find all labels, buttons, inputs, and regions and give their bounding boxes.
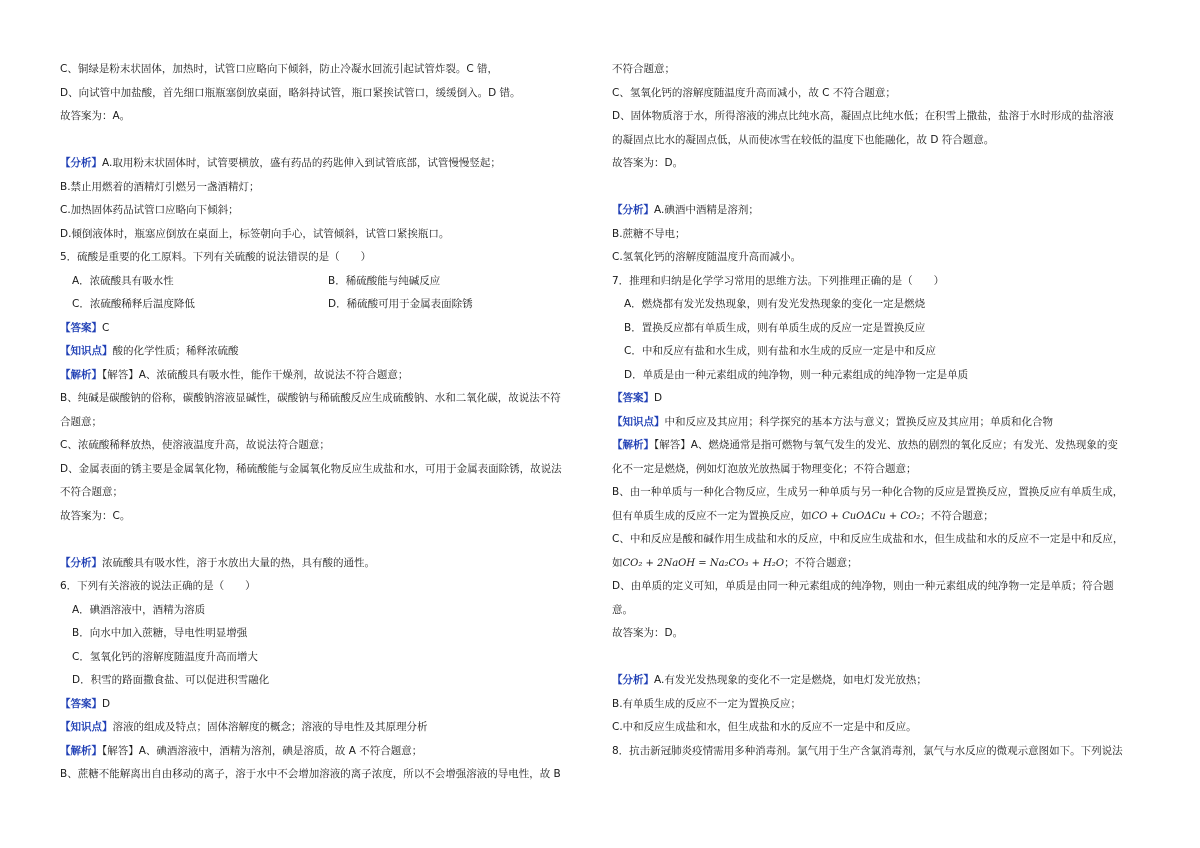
blank-line (60, 528, 590, 552)
text-line: C、铜绿是粉末状固体，加热时，试管口应略向下倾斜，防止冷凝水回流引起试管炸裂。C 错， (60, 63, 498, 75)
section-text: D (654, 392, 663, 404)
answer-option: B．稀硫酸能与纯碱反应 (328, 274, 441, 287)
section-tag: 【分析】 (612, 674, 654, 686)
text-line: B、蔗糖不能解离出自由移动的离子，溶于水中不会增加溶液的离子浓度，所以不会增强溶液的导电性，故 B (60, 768, 561, 780)
answer-option-row (60, 270, 590, 294)
section-tag: 【答案】 (612, 392, 654, 404)
tagged-line (612, 199, 1142, 223)
section-text: A.有发光发热现象的变化不一定是燃烧，如电灯发光放热； (654, 674, 927, 686)
answer-option: D．积雪的路面撒食盐、可以促进积雪融化 (72, 674, 270, 686)
answer-option: B．置换反应都有单质生成，则有单质生成的反应一定是置换反应 (624, 321, 926, 334)
equation-line (612, 552, 1142, 576)
section-tag: 【分析】 (60, 556, 102, 569)
text-line: B、纯碱是碳酸钠的俗称，碳酸钠溶液显碱性，碳酸钠与稀硫酸反应生成硫酸钠、水和二氧化碳，故说法不符 (60, 392, 561, 404)
answer-option: D．稀硫酸可用于金属表面除锈 (328, 298, 473, 310)
section-tag: 【知识点】 (60, 721, 113, 733)
text-line: 不符合题意； (612, 63, 675, 75)
left-column (60, 58, 590, 787)
text-after: ；不符合题意； (784, 556, 858, 569)
section-text: 【解答】A、碘酒溶液中，酒精为溶剂，碘是溶质，故 A 不符合题意； (102, 744, 423, 757)
answer-option: A．浓硫酸具有吸水性 (72, 274, 174, 287)
text-before: 但有单质生成的反应不一定为置换反应，如 (612, 509, 812, 522)
tagged-line (612, 411, 1142, 435)
answer-option: C．中和反应有盐和水生成，则有盐和水生成的反应一定是中和反应 (624, 345, 936, 357)
section-text: 浓硫酸具有吸水性，溶于水放出大量的热，具有酸的通性。 (102, 556, 375, 569)
tagged-line (60, 152, 590, 176)
section-text: 中和反应及其应用；科学探究的基本方法与意义；置换反应及其应用；单质和化合物 (664, 415, 1053, 428)
section-text: 【解答】A、浓硫酸具有吸水性，能作干燥剂，故说法不符合题意； (102, 368, 409, 381)
tagged-line (60, 317, 590, 341)
text-line: 故答案为：C。 (60, 509, 131, 522)
text-line: C、中和反应是酸和碱作用生成盐和水的反应，中和反应生成盐和水，但生成盐和水的反应不一定是中和反应， (612, 533, 1124, 545)
text-line: 意。 (612, 603, 633, 616)
text-line: C.加热固体药品试管口应略向下倾斜； (60, 204, 239, 216)
section-text: A.碘酒中酒精是溶剂； (654, 204, 759, 216)
text-line: B.蔗糖不导电； (612, 227, 686, 240)
text-line: 8．抗击新冠肺炎疫情需用多种消毒剂。氯气用于生产含氯消毒剂，氯气与水反应的微观示意图如下。下列说法 (612, 744, 1123, 757)
answer-option: D．单质是由一种元素组成的纯净物，则一种元素组成的纯净物一定是单质 (624, 368, 969, 381)
text-line: 故答案为：A。 (60, 110, 131, 122)
section-text: C (102, 321, 110, 334)
section-text: 【解答】A、燃烧通常是指可燃物与氧气发生的发光、放热的剧烈的氧化反应；有发光、发热现象的变 (654, 439, 1118, 451)
text-after: ；不符合题意； (920, 509, 994, 522)
section-tag: 【答案】 (60, 697, 102, 710)
text-line: D、金属表面的锈主要是金属氧化物，稀硫酸能与金属氧化物反应生成盐和水，可用于金属表面除锈，故说法 (60, 462, 562, 475)
blank-line (612, 176, 1142, 200)
tagged-line (60, 340, 590, 364)
text-line: C、氢氧化钙的溶解度随温度升高而减小，故 C 不符合题意； (612, 86, 896, 99)
section-tag: 【知识点】 (60, 345, 113, 357)
blank-line (612, 646, 1142, 670)
section-text: 酸的化学性质；稀释浓硫酸 (112, 345, 239, 357)
text-line: 的凝固点比水的凝固点低，从而使冰雪在较低的温度下也能融化，故 D 符合题意。 (612, 133, 995, 146)
section-tag: 【答案】 (60, 321, 102, 334)
tagged-line (60, 740, 590, 764)
text-line: 合题意； (60, 415, 102, 428)
chemical-equation: CO₂ + 2NaOH = Na₂CO₃ + H₂O (622, 557, 785, 569)
text-line: 不符合题意； (60, 486, 123, 498)
text-line: C.中和反应生成盐和水，但生成盐和水的反应不一定是中和反应。 (612, 721, 917, 733)
tagged-line (60, 716, 590, 740)
text-before: 如 (612, 556, 623, 569)
answer-option: A．碘酒溶液中，酒精为溶质 (72, 603, 206, 616)
text-line: D、由单质的定义可知，单质是由同一种元素组成的纯净物，则由一种元素组成的纯净物一定是单质；符合题 (612, 580, 1114, 592)
text-line: 故答案为：D。 (612, 627, 684, 639)
answer-option: B．向水中加入蔗糖，导电性明显增强 (72, 627, 248, 639)
text-line: 6．下列有关溶液的说法正确的是（ ） (60, 580, 256, 592)
section-text: D (102, 697, 111, 710)
section-tag: 【知识点】 (612, 415, 665, 428)
chemical-equation: CO + CuOΔCu + CO₂ (811, 510, 921, 522)
section-tag: 【解析】 (60, 744, 102, 757)
tagged-line (60, 364, 590, 388)
text-line: B.有单质生成的反应不一定为置换反应； (612, 697, 802, 710)
text-line: D、向试管中加盐酸，首先细口瓶瓶塞倒放桌面，略斜持试管，瓶口紧挨试管口，缓缓倒入。D 错。 (60, 86, 521, 99)
text-line: 化不一定是燃烧，例如灯泡放光放热属于物理变化；不符合题意； (612, 462, 917, 475)
text-line: C、浓硫酸稀释放热，使溶液温度升高，故说法符合题意； (60, 439, 330, 451)
text-line: 故答案为：D。 (612, 157, 684, 169)
answer-option-row (60, 293, 590, 317)
right-column (612, 58, 1142, 763)
section-tag: 【解析】 (60, 368, 102, 381)
text-line: B、由一种单质与一种化合物反应，生成另一种单质与另一种化合物的反应是置换反应，置换反应有单质生成， (612, 486, 1124, 498)
tagged-line (612, 434, 1142, 458)
blank-line (60, 129, 590, 153)
text-line: 7．推理和归纳是化学学习常用的思维方法。下列推理正确的是（ ） (612, 274, 945, 287)
text-line: B.禁止用燃着的酒精灯引燃另一盏酒精灯； (60, 180, 260, 193)
text-line: 5．硫酸是重要的化工原料。下列有关硫酸的说法错误的是（ ） (60, 251, 372, 263)
equation-line (612, 505, 1142, 529)
text-line: C.氢氧化钙的溶解度随温度升高而减小。 (612, 251, 802, 263)
section-text: A.取用粉末状固体时，试管要横放，盛有药品的药匙伸入到试管底部，试管慢慢竖起； (102, 157, 501, 169)
tagged-line (60, 552, 590, 576)
section-tag: 【分析】 (612, 204, 654, 216)
answer-option: C．氢氧化钙的溶解度随温度升高而增大 (72, 650, 258, 663)
section-tag: 【解析】 (612, 439, 654, 451)
section-tag: 【分析】 (60, 157, 102, 169)
text-line: D、固体物质溶于水，所得溶液的沸点比纯水高，凝固点比纯水低；在积雪上撒盐，盐溶于水时形成的盐溶液 (612, 110, 1114, 122)
tagged-line (60, 693, 590, 717)
answer-option: A．燃烧都有发光发热现象，则有发光发热现象的变化一定是燃烧 (624, 298, 926, 310)
tagged-line (612, 387, 1142, 411)
tagged-line (612, 669, 1142, 693)
section-text: 溶液的组成及特点；固体溶解度的概念；溶液的导电性及其原理分析 (112, 721, 428, 733)
answer-option: C．浓硫酸稀释后温度降低 (72, 298, 195, 310)
text-line: D.倾倒液体时，瓶塞应倒放在桌面上，标签朝向手心，试管倾斜，试管口紧挨瓶口。 (60, 227, 450, 240)
